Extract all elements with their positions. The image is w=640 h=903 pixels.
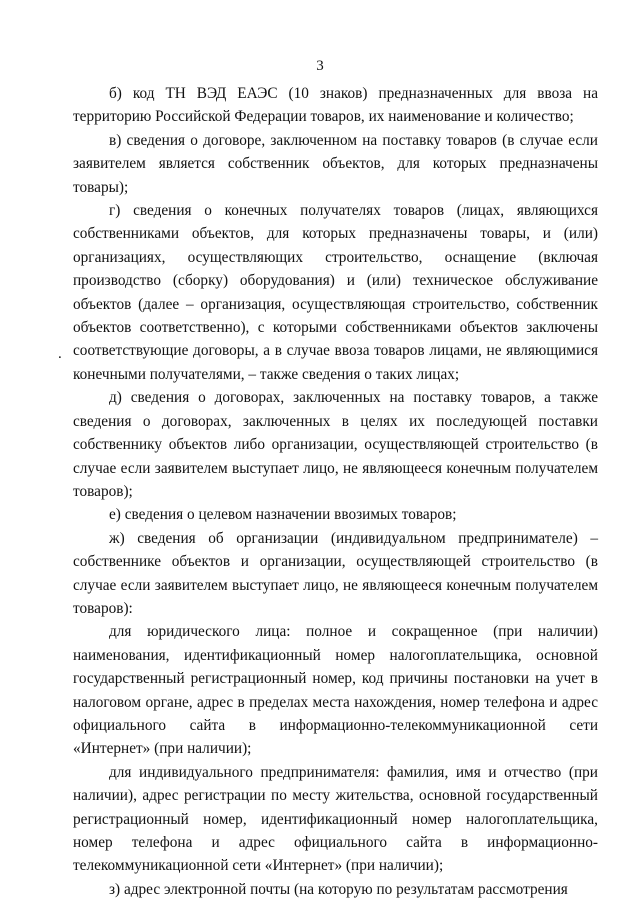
paragraph-z-email: з) адрес электронной почты (на которую по результатам рассмотрения: [109, 880, 568, 898]
document-body: [73, 82, 598, 901]
paragraph-g-final-recipients: г) сведения о конечных получателях товаров (лицах, являющихся собственниками объектов, для которых предназначены товары, и (или) организациях, осуществляющих строительство, оснащение (включая производство (сборку) оборудования) и (или) техническое обслуживание объектов (далее – организация, осуществляющая строительство, собственник объектов соответственно), с которыми собственниками объектов заключены соответствующие договоры, а в случае ввоза товаров лицами, не являющимися конечными получателями, – также сведения о таких лицах;: [73, 202, 598, 383]
paragraph-individual-entrepreneur: для индивидуального предпринимателя: фамилия, имя и отчество (при наличии), адрес регистрации по месту жительства, основной государственный регистрационный номер, идентификационный номер налогоплательщика, номер телефона и адрес официального сайта в информационно-телекоммуникационной сети «Интернет» (при наличии);: [73, 763, 598, 875]
paragraph-e-purpose: е) сведения о целевом назначении ввозимых товаров;: [109, 506, 457, 524]
margin-mark: .: [58, 346, 62, 362]
paragraph-legal-entity: для юридического лица: полное и сокращенное (при наличии) наименования, идентификационный номер налогоплательщика, основной государственный регистрационный номер, код причины постановки на учет в налоговом органе, адрес в пределах места нахождения, номер телефона и адрес официального сайта в информационно-телекоммуникационной сети «Интернет» (при наличии);: [73, 623, 598, 758]
paragraph-v-contract-info: в) сведения о договоре, заключенном на поставку товаров (в случае если заявителем является собственник объектов, для которых предназначены товары);: [73, 131, 598, 196]
paragraph-b-tn-ved-code: б) код ТН ВЭД ЕАЭС (10 знаков) предназначенных для ввоза на территорию Российской Федерации товаров, их наименование и количество;: [73, 85, 598, 126]
paragraph-zh-organization-info: ж) сведения об организации (индивидуальном предпринимателе) – собственнике объектов и организации, осуществляющей строительство (в случае если заявителем выступает лицо, не являющееся конечным получателем товаров):: [73, 529, 598, 617]
page-number: 3: [316, 58, 324, 74]
paragraph-d-contracts-info: д) сведения о договорах, заключенных на поставку товаров, а также сведения о договорах, заключенных в целях их последующей поставки собственнику объектов либо организации, осуществляющей строительство (в случае если заявителем выступает лицо, не являющееся конечным получателем товаров);: [73, 389, 598, 500]
